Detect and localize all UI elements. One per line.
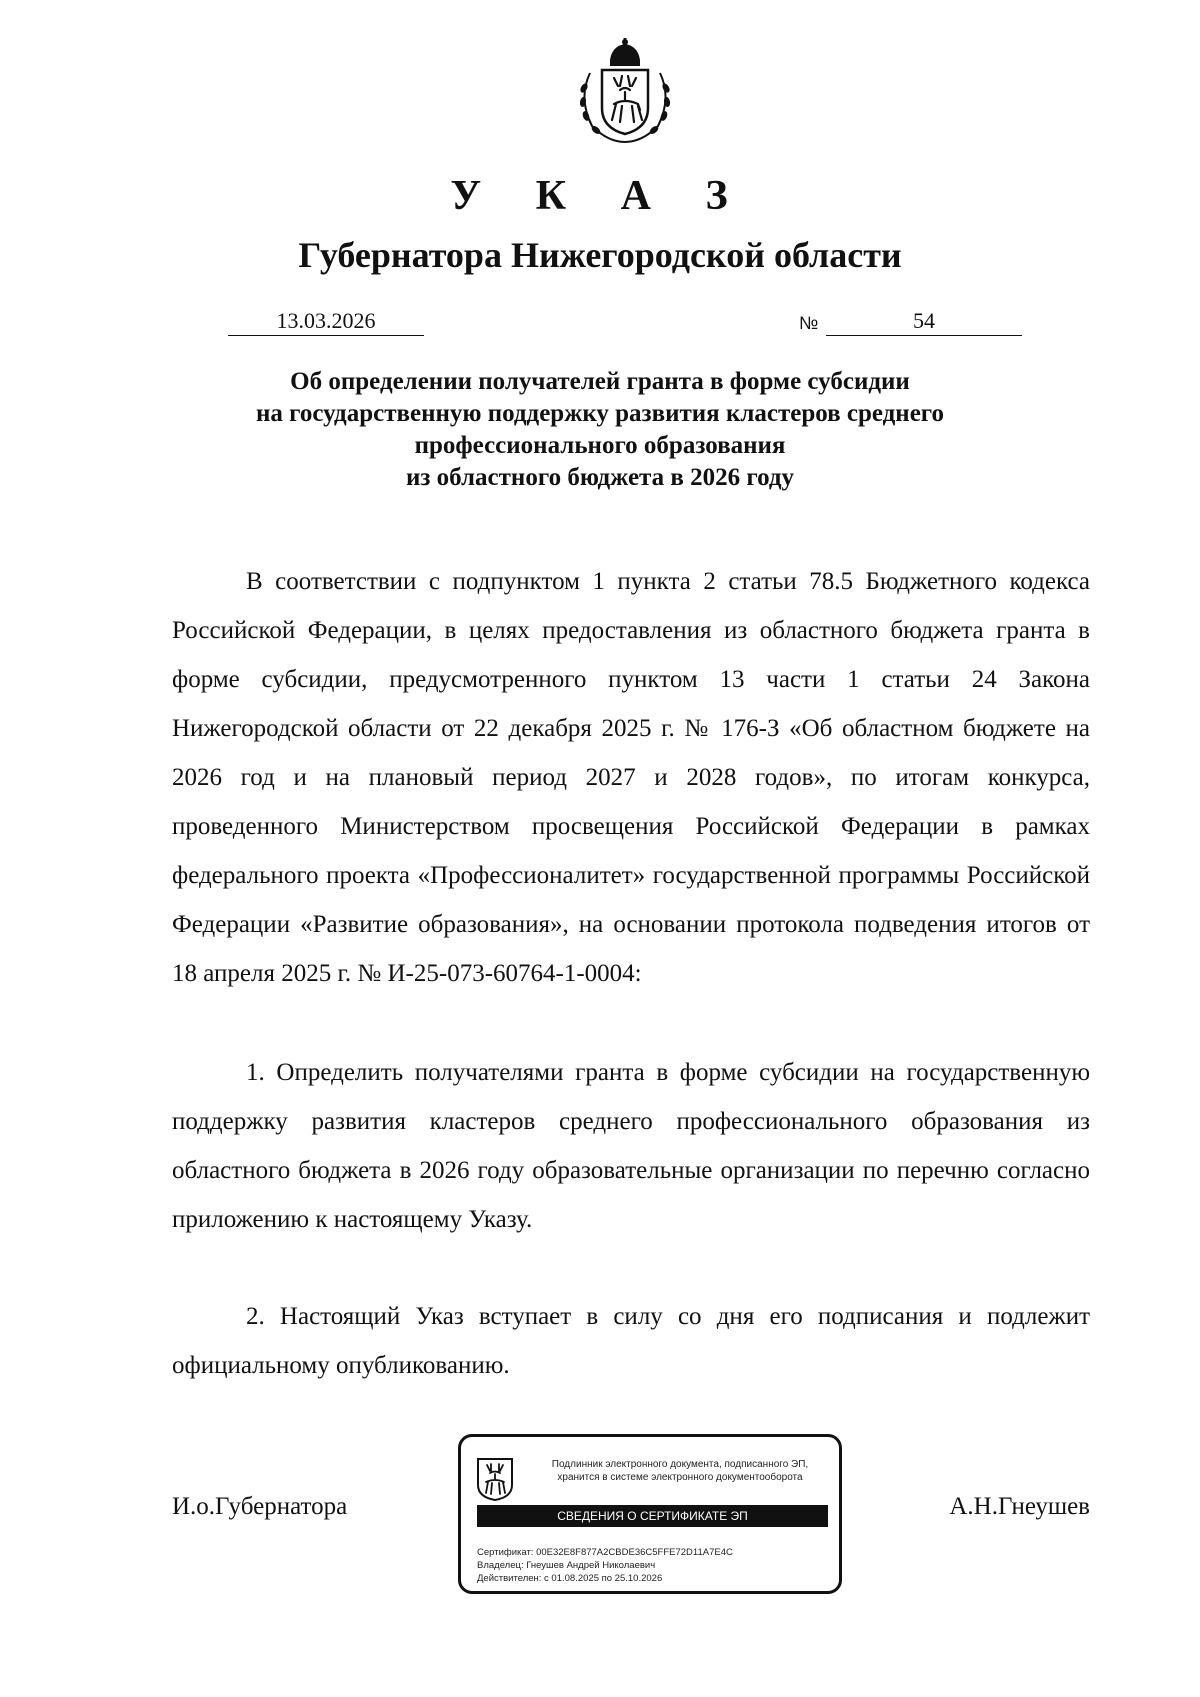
stamp-certificate-header: СВЕДЕНИЯ О СЕРТИФИКАТЕ ЭП <box>477 1505 828 1527</box>
stamp-emblem-icon <box>476 1457 514 1501</box>
body-paragraph-item-2: 2. Настоящий Указ вступает в силу со дня его подписания и подлежит официальному опубликованию. <box>172 1303 1090 1379</box>
number-label: № <box>799 313 819 333</box>
document-type-title: У К А З <box>450 173 750 219</box>
body-paragraph-preamble: В соответствии с подпунктом 1 пункта 2 статьи 78.5 Бюджетного кодекса Российской Федерации, в целях предоставления из областного бюджета гранта в форме субсидии, предусмотренного пунктом 13 части 1 статьи 24 Закона Нижегородской области от 22 декабря 2025 г. № 176-З «Об областном бюджете на 2026 год и на плановый период 2027 и 2028 годов», по итогам конкурса, проведенного Министерством просвещения Российской Федерации в рамках федерального проекта «Профессионалитет» государственной программы Российской Федерации «Развитие образования», на основании протокола подведения итогов от 18 апреля 2025 г. № И-25-073-60764-1-0004: <box>172 568 1090 987</box>
coat-of-arms-icon <box>570 38 680 148</box>
stamp-original-note: Подлинник электронного документа, подписанного ЭП, <box>551 1459 809 1470</box>
document-number: 54 <box>826 307 1022 336</box>
body-paragraph-item-1: 1. Определить получателями гранта в форме субсидии на государственную поддержку развития кластеров среднего профессионального образования из областного бюджета в 2026 году образовательные организации по перечню согласно приложению к настоящему Указу. <box>172 1059 1090 1233</box>
stamp-storage-note: хранится в системе электронного документооборота <box>557 1472 803 1483</box>
document-heading <box>0 366 1200 494</box>
heading-line: профессионального образования <box>414 432 786 459</box>
stamp-certificate-owner: Владелец: Гнеушев Андрей Николаевич <box>477 1560 656 1571</box>
heading-line: Об определении получателей гранта в форме субсидии <box>290 368 910 395</box>
stamp-certificate-validity: Действителен: с 01.08.2025 по 25.10.2026 <box>477 1573 663 1584</box>
electronic-signature-stamp <box>458 1434 842 1594</box>
document-date: 13.03.2026 <box>228 307 424 336</box>
heading-line: из областного бюджета в 2026 году <box>405 464 795 491</box>
signatory-position: И.о.Губернатора <box>172 1493 348 1520</box>
signatory-name: А.Н.Гнеушев <box>949 1493 1090 1520</box>
heading-line: на государственную поддержку развития кластеров среднего <box>255 400 945 427</box>
stamp-certificate-number: Сертификат: 00E32E8F877A2CBDE36C5FFE72D11A7E4C <box>477 1547 733 1558</box>
issuer-title: Губернатора Нижегородской области <box>298 235 902 275</box>
